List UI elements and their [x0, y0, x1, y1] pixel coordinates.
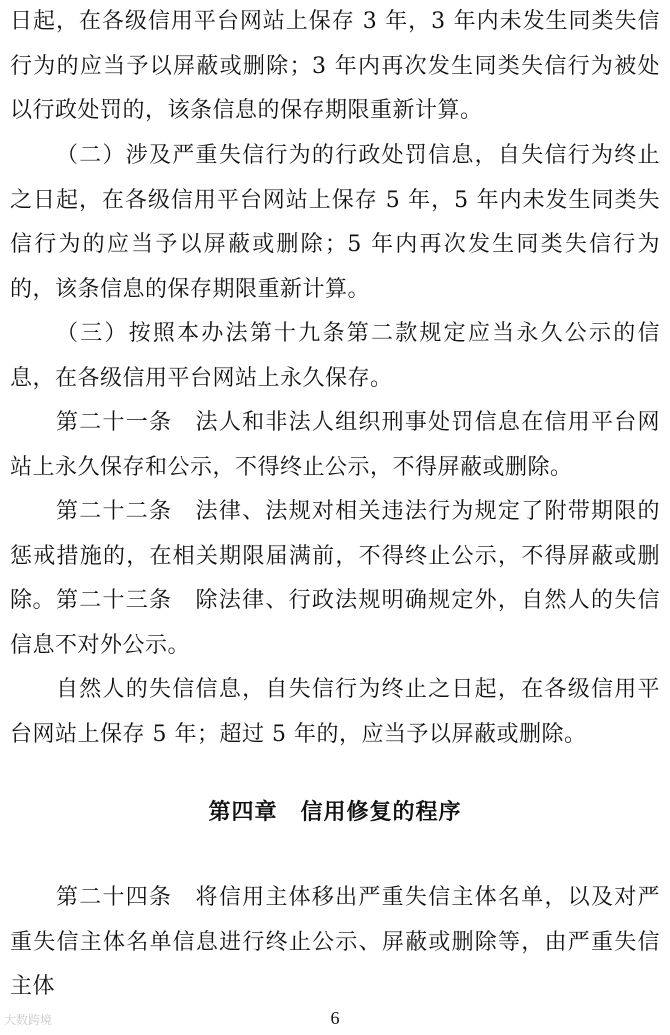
article-23-paragraph-2: 自然人的失信信息，自失信行为终止之日起，在各级信用平台网站上保存 5 年；超过 5 年的，应当予以屏蔽或删除。: [10, 677, 660, 747]
page-number: 6: [330, 1008, 340, 1028]
paragraph-item-2: （二）涉及严重失信行为的行政处罚信息，自失信行为终止之日起，在各级信用平台网站上保存 5 年，5 年内未发生同类失信行为的应当予以屏蔽或删除；5 年内再次发生同类失信行为的，该条信息的保存期限重新计算。: [10, 143, 660, 302]
paragraph-item-3: （三）按照本办法第十九条第二款规定应当永久公示的信息，在各级信用平台网站上永久保存。: [10, 321, 660, 391]
paragraph-continued: 日起，在各级信用平台网站上保存 3 年，3 年内未发生同类失信行为的应当予以屏蔽或删除；3 年内再次发生同类失信行为被处以行政处罚的，该条信息的保存期限重新计算。: [10, 9, 660, 123]
article-21: 第二十一条 法人和非法人组织刑事处罚信息在信用平台网站上永久保存和公示，不得终止公示，不得屏蔽或删除。: [10, 410, 660, 480]
watermark-logo: 大数跨境: [4, 1013, 53, 1027]
article-24: 第二十四条 将信用主体移出严重失信主体名单，以及对严重失信主体名单信息进行终止公示、屏蔽或删除等，由严重失信主体: [10, 885, 660, 999]
article-23: 第二十三条 除法律、行政法规明确规定外，自然人的失信信息不对外公示。: [10, 588, 660, 658]
article-22: 第二十二条 法律、法规对相关违法行为规定了附带期限的惩戒措施的，在相关期限届满前，不得终止公示，不得屏蔽或删除。: [10, 499, 660, 613]
chapter-heading: 第四章 信用修复的程序: [208, 800, 462, 825]
